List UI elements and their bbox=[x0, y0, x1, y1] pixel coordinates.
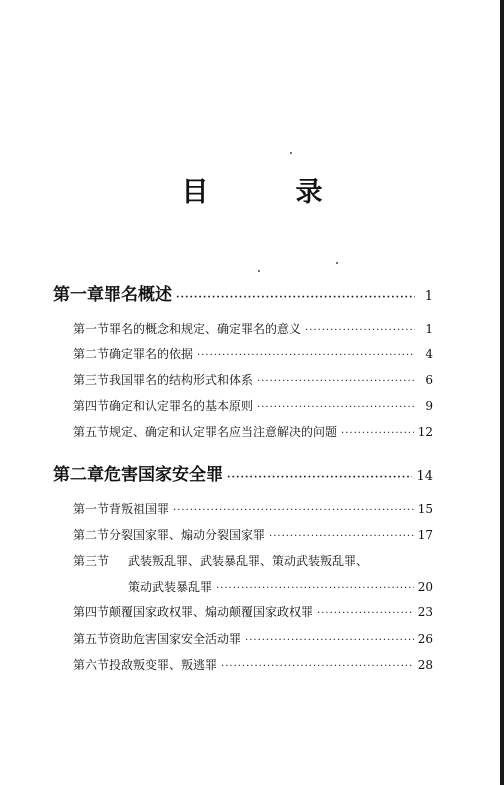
chapter-number: 第一章 bbox=[53, 285, 104, 305]
section-row-continuation[interactable] bbox=[128, 578, 433, 595]
section-row[interactable] bbox=[73, 371, 433, 388]
page-number: 1 bbox=[424, 289, 433, 304]
dot-leader bbox=[176, 292, 415, 303]
dot-leader bbox=[305, 325, 415, 336]
section-row[interactable] bbox=[73, 320, 433, 337]
section-title: 投敌叛变罪、叛逃罪 bbox=[109, 658, 218, 672]
section-number: 第一节 bbox=[73, 322, 110, 336]
section-title: 确定罪名的依据 bbox=[109, 347, 194, 361]
toc-title: 目 录 bbox=[181, 177, 353, 208]
section-title: 分裂国家罪、煽动分裂国家罪 bbox=[109, 528, 266, 542]
dot-leader bbox=[227, 472, 412, 483]
page-number: 15 bbox=[417, 502, 433, 516]
section-number: 第六节 bbox=[73, 658, 110, 672]
section-number: 第四节 bbox=[73, 605, 110, 619]
page-number: 23 bbox=[417, 605, 433, 619]
dot-leader bbox=[317, 608, 414, 619]
page-number: 14 bbox=[416, 469, 433, 484]
section-number: 第二节 bbox=[73, 347, 110, 361]
section-title: 罪名的概念和规定、确定罪名的意义 bbox=[109, 322, 302, 336]
chapter-2-row[interactable] bbox=[53, 460, 433, 485]
page-number: 26 bbox=[417, 632, 433, 646]
section-row[interactable] bbox=[73, 526, 433, 543]
section-number: 第三节 bbox=[73, 554, 110, 568]
scan-speck bbox=[258, 270, 260, 272]
section-number: 第二节 bbox=[73, 528, 110, 542]
section-number: 第五节 bbox=[73, 425, 110, 439]
page-number: 4 bbox=[425, 347, 433, 361]
section-row[interactable] bbox=[73, 656, 433, 673]
scan-speck bbox=[336, 262, 338, 264]
section-row[interactable] bbox=[73, 423, 433, 440]
section-row[interactable] bbox=[73, 345, 433, 362]
section-row[interactable] bbox=[73, 603, 433, 620]
chapter-title: 危害国家安全罪 bbox=[104, 465, 223, 485]
chapter-number: 第二章 bbox=[53, 465, 104, 485]
dot-leader bbox=[221, 661, 414, 672]
scan-speck bbox=[290, 152, 292, 154]
page-number: 28 bbox=[417, 658, 433, 672]
dot-leader bbox=[341, 428, 414, 439]
chapter-title: 罪名概述 bbox=[104, 285, 172, 305]
page-number: 17 bbox=[417, 528, 433, 542]
section-title: 我国罪名的结构形式和体系 bbox=[109, 373, 254, 387]
page-edge-shadow bbox=[500, 0, 504, 785]
dot-leader bbox=[269, 531, 414, 542]
page-number: 9 bbox=[425, 399, 433, 413]
page-number: 12 bbox=[417, 425, 433, 439]
page-number: 6 bbox=[425, 373, 433, 387]
section-title: 规定、确定和认定罪名应当注意解决的问题 bbox=[109, 425, 338, 439]
section-row[interactable] bbox=[73, 500, 433, 517]
section-number: 第五节 bbox=[73, 632, 110, 646]
dot-leader bbox=[216, 583, 414, 594]
dot-leader bbox=[245, 635, 414, 646]
section-row[interactable] bbox=[73, 630, 433, 647]
section-row[interactable] bbox=[73, 397, 433, 414]
dot-leader bbox=[197, 350, 415, 361]
section-number: 第三节 bbox=[73, 373, 110, 387]
section-number: 第一节 bbox=[73, 502, 110, 516]
section-title: 颠覆国家政权罪、煽动颠覆国家政权罪 bbox=[109, 605, 314, 619]
section-title: 资助危害国家安全活动罪 bbox=[109, 632, 242, 646]
page-number: 20 bbox=[417, 580, 433, 594]
section-title-continuation: 策动武装暴乱罪 bbox=[128, 580, 213, 594]
section-title: 确定和认定罪名的基本原则 bbox=[109, 399, 254, 413]
dot-leader bbox=[257, 376, 415, 387]
dot-leader bbox=[257, 402, 415, 413]
dot-leader bbox=[173, 505, 414, 516]
chapter-1-row[interactable] bbox=[53, 280, 433, 305]
section-row[interactable] bbox=[73, 552, 433, 569]
section-title: 背叛祖国罪 bbox=[109, 502, 170, 516]
section-title: 武装叛乱罪、武装暴乱罪、策动武装叛乱罪、 bbox=[128, 554, 369, 568]
section-number: 第四节 bbox=[73, 399, 110, 413]
page-number: 1 bbox=[425, 322, 433, 336]
